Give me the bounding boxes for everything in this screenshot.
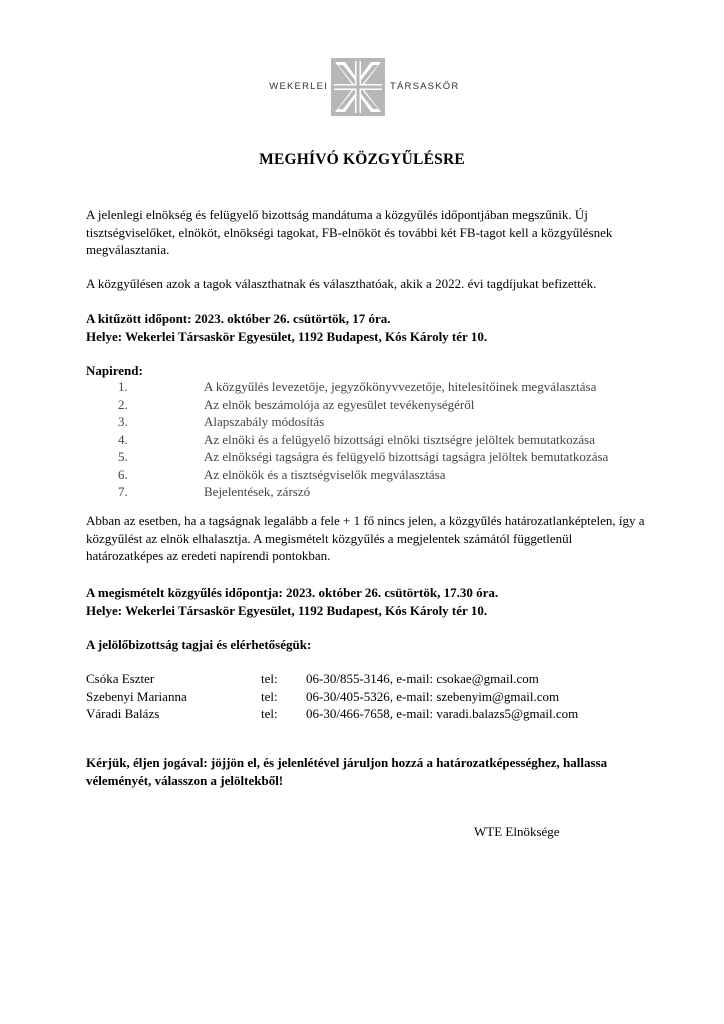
agenda-text: Alapszabály módosítás	[204, 414, 325, 429]
agenda-number: 1.	[118, 379, 128, 394]
agenda-text: Az elnök beszámolója az egyesület tevékenységéről	[204, 396, 475, 412]
contact-name: Csóka Eszter	[86, 671, 155, 686]
logo-text-right: TÁRSASKÖR	[390, 81, 460, 92]
closing-appeal: Kérjük, éljen jogával: jöjjön el, és jelenlétével járuljon hozzá a határozatképességhez, hallassa véleményét, válasszon a jelöltekből!	[86, 755, 608, 788]
agenda-number: 7.	[118, 484, 128, 499]
agenda-text: Bejelentések, zárszó	[204, 484, 311, 499]
eligibility-paragraph: A közgyűlésen azok a tagok választhatnak és választhatóak, akik a 2022. évi tagdíjukat befizették.	[86, 276, 597, 291]
contact-tel-label: tel:	[261, 706, 278, 721]
agenda-text: Az elnökök és a tisztségviselők megválasztása	[204, 466, 446, 482]
page-title: MEGHÍVÓ KÖZGYŰLÉSRE	[259, 151, 465, 168]
agenda-text: Az elnöki és a felügyelő bizottsági elnöki tisztségre jelöltek bemutatkozása	[204, 431, 595, 447]
meeting-date: A kitűzött időpont: 2023. október 26. csütörtök, 17 óra.	[86, 311, 391, 326]
contact-row	[86, 688, 646, 706]
contact-info: 06-30/405-5326, e-mail: szebenyim@gmail.com	[306, 688, 560, 704]
agenda-number: 6.	[118, 466, 128, 482]
agenda-item	[86, 483, 646, 501]
contact-row	[86, 705, 646, 723]
contact-row	[86, 670, 646, 688]
agenda-number: 2.	[118, 396, 128, 412]
logo-text-left: WEKERLEI	[269, 81, 328, 92]
logo-mark-icon	[331, 58, 385, 116]
agenda-number: 4.	[118, 431, 128, 447]
committee-contacts	[86, 670, 646, 723]
intro-paragraph: A jelenlegi elnökség és felügyelő bizottság mandátuma a közgyűlés időpontjában megszűnik. Új tisztségviselőket, elnököt, elnökségi tagokat, FB-elnököt és további két FB-tagot kell a közgyűlésnek megválasztania.	[86, 207, 613, 257]
agenda-text: A közgyűlés levezetője, jegyzőkönyvvezetője, hitelesítőinek megválasztása	[204, 379, 597, 394]
agenda-number: 3.	[118, 414, 128, 429]
agenda-item	[86, 413, 646, 431]
contact-name: Váradi Balázs	[86, 706, 160, 721]
agenda-item	[86, 396, 646, 414]
contact-name: Szebenyi Marianna	[86, 688, 187, 704]
agenda-item	[86, 448, 646, 466]
agenda-number: 5.	[118, 449, 128, 464]
signature: WTE Elnöksége	[474, 824, 560, 839]
club-logo	[0, 56, 724, 118]
agenda-title: Napirend:	[86, 363, 143, 378]
contact-info: 06-30/466-7658, e-mail: varadi.balazs5@gmail.com	[306, 706, 579, 721]
agenda-text: Az elnökségi tagságra és felügyelő bizottsági tagságra jelöltek bemutatkozása	[204, 449, 609, 464]
repeat-meeting-place: Helye: Wekerlei Társaskör Egyesület, 1192 Budapest, Kós Károly tér 10.	[86, 602, 488, 618]
agenda-list	[86, 378, 646, 501]
quorum-paragraph: Abban az esetben, ha a tagságnak legalább a fele + 1 fő nincs jelen, a közgyűlés határozatlanképtelen, így a közgyűlést az elnök elhalasztja. A megismételt közgyűlés a megjelentek számától függetlenül határozatképes az eredeti napirendi pontokban.	[86, 513, 645, 563]
contact-tel-label: tel:	[261, 671, 278, 686]
contact-tel-label: tel:	[261, 688, 278, 704]
repeat-meeting-date: A megismételt közgyűlés időpontja: 2023. október 26. csütörtök, 17.30 óra.	[86, 585, 499, 600]
agenda-item	[86, 378, 646, 396]
meeting-place: Helye: Wekerlei Társaskör Egyesület, 1192 Budapest, Kós Károly tér 10.	[86, 328, 488, 344]
agenda-item	[86, 466, 646, 484]
contact-info: 06-30/855-3146, e-mail: csokae@gmail.com	[306, 671, 539, 686]
agenda-item	[86, 431, 646, 449]
committee-title: A jelölőbizottság tagjai és elérhetőségük:	[86, 637, 312, 652]
